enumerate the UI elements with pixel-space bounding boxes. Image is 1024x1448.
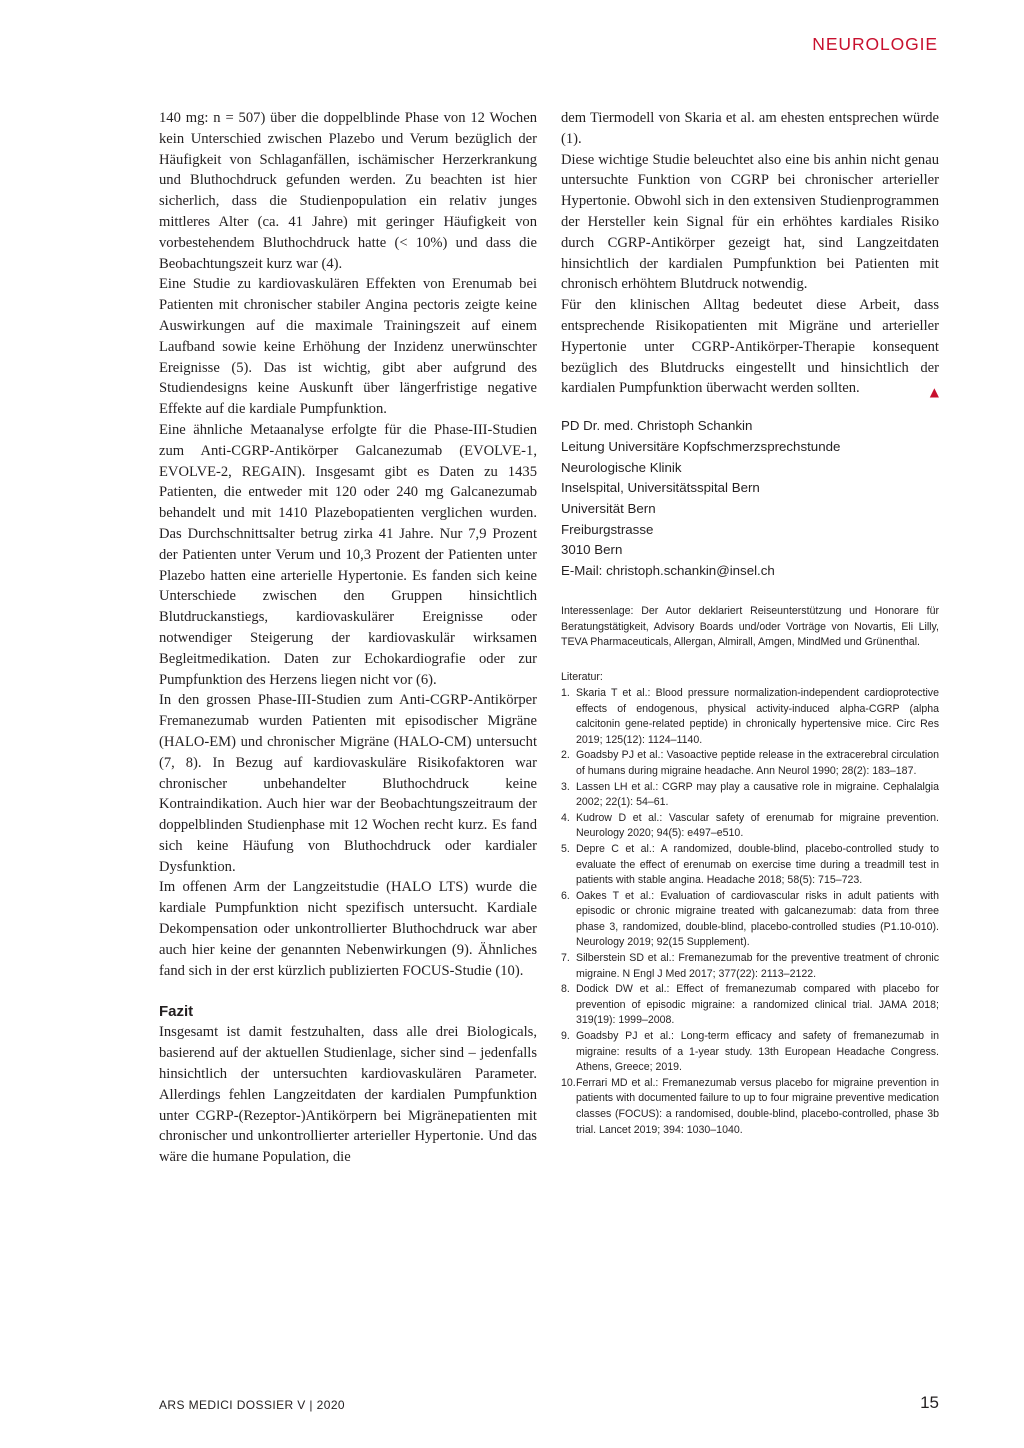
reference-item <box>561 889 939 951</box>
author-university: Universität Bern <box>561 500 656 516</box>
reference-number: 10. <box>561 1076 576 1089</box>
reference-text: Dodick DW et al.: Effect of fremanezumab compared with placebo for prevention of episodic migraine: a randomized clinical trial. JAMA 2018; 319(19): 1999–2008. <box>576 983 939 1027</box>
body-paragraph: dem Tiermodell von Skaria et al. am ehesten entsprechen würde (1). <box>561 110 939 147</box>
author-email: E-Mail: christoph.schankin@insel.ch <box>561 563 775 579</box>
reference-item <box>561 748 939 779</box>
fazit-paragraph: Insgesamt ist damit festzuhalten, dass alle drei Biologicals, basierend auf der aktuellen Studienlage, sicher sind – jedenfalls hinsichtlich der untersuchten kardiovaskulären Parameter. Allerdings fehlen Langzeitdaten der kardialen Pumpfunktion unter CGRP-(Rezeptor-)Antikörpern bei Migränepatienten mit chronischer und unkontrollierter arterieller Hypertonie. Und das wäre die humane Population, die <box>159 1024 537 1166</box>
end-of-article-triangle-icon: ▲ <box>929 385 939 400</box>
reference-text: Silberstein SD et al.: Fremanezumab for the preventive treatment of chronic migraine. N Engl J Med 2017; 377(22): 2113–2122. <box>576 952 939 980</box>
reference-item <box>561 686 939 748</box>
author-street: Freiburgstrasse <box>561 521 654 537</box>
reference-item <box>561 982 939 1029</box>
right-column <box>561 108 939 1138</box>
closing-text: Für den klinischen Alltag bedeutet diese Arbeit, dass entsprechende Risikopatienten mit Migräne und arterieller Hypertonie unter CGRP-Antikörper-Therapie konsequent bezüglich des Blutdrucks eingestellt und hinsichtlich der kardialen Pumpfunktion überwacht werden sollten. <box>561 297 939 397</box>
left-column <box>159 108 537 1168</box>
reference-text: Kudrow D et al.: Vascular safety of erenumab for migraine prevention. Neurology 2020; 94(5): e497–e510. <box>576 811 939 840</box>
literature-heading: Literatur: <box>561 671 603 684</box>
reference-text: Oakes T et al.: Evaluation of cardiovascular risks in adult patients with episodic or chronic migraine treated with galcanezumab: data from three phase 3, randomized, double-blind, placebo-controlled studies (P1.10-010). Neurology 2019; 92(15 Supplement). <box>576 889 939 949</box>
body-paragraph: Diese wichtige Studie beleuchtet also eine bis anhin nicht genau untersuchte Funktion von CGRP bei chronischer arterieller Hypertonie. Obwohl sich in den extensiven Studienprogrammen der Hersteller kein Signal für ein erhöhtes kardiales Risiko durch CGRP-Antikörper gezeigt hat, sind Langzeitdaten hinsichtlich der kardialen Pumpfunktion bei Patienten mit chronisch erhöhtem Blutdruck notwendig. <box>561 151 939 293</box>
reference-number: 4. <box>561 811 570 824</box>
reference-number: 5. <box>561 842 570 855</box>
body-paragraph: Eine Studie zu kardiovaskulären Effekten von Erenumab bei Patienten mit chronischer stabiler Angina pectoris zeigte keine Auswirkungen auf die maximale Trainingszeit auf einem Laufband sowie keine Erhöhung der Inzidenz unerwünschter Ereignisse (5). Das ist wichtig, gibt aber aufgrund des Studiendesigns keine Auskunft über längerfristige negative Effekte auf die kardiale Pumpfunktion. <box>159 276 537 418</box>
conflict-of-interest: Interessenlage: Der Autor deklariert Reiseunterstützung und Honorare für Beratungstätigkeit, Advisory Boards und/oder Vorträge von Novartis, Eli Lilly, TEVA Pharmaceuticals, Allergan, Almirall, Amgen, MindMed und Grünenthal. <box>561 604 939 649</box>
body-paragraph <box>561 295 939 399</box>
reference-number: 6. <box>561 889 570 902</box>
body-paragraph: 140 mg: n = 507) über die doppelblinde Phase von 12 Wochen kein Unterschied zwischen Plazebo und Verum bezüglich der Häufigkeit von Schlaganfällen, ischämischer Herzerkrankung und Bluthochdruck gefunden werden. Zu beachten ist hier sicherlich, dass die Studienpopulation ein relativ junges mittleres Alter (ca. 41 Jahre) mit geringer Häufigkeit von vorbestehendem Bluthochdruck hatte (< 10%) und dass die Beobachtungszeit kurz war (4). <box>159 110 537 272</box>
body-paragraph: Eine ähnliche Metaanalyse erfolgte für die Phase-III-Studien zum Anti-CGRP-Antikörper Galcanezumab (EVOLVE-1, EVOLVE-2, REGAIN). Insgesamt gibt es Daten zu 1435 Patienten, die entweder mit 120 oder 240 mg Galcanezumab behandelt und mit 1410 Plazebopatienten verglichen wurden. Das Durchschnittsalter betrug zirka 41 Jahre. Nur 7,9 Prozent der Patienten unter Verum und 10,3 Prozent der Patienten unter Plazebo hatten eine arterielle Hypertonie. Es fanden sich keine Unterschiede zwischen den Gruppen hinsichtlich Blutdruckanstiegs, kardiovaskulärer Ereignisse oder notwendiger Steigerung der kardiovaskulär wirksamen Begleitmedikation. Daten zur Echokardiografie oder zur Pumpfunktion des Herzens liegen nicht vor (6). <box>159 421 537 688</box>
author-clinic: Neurologische Klinik <box>561 459 682 475</box>
section-header: NEUROLOGIE <box>812 34 938 54</box>
reference-number: 7. <box>561 952 570 965</box>
reference-text: Lassen LH et al.: CGRP may play a causative role in migraine. Cephalalgia 2002; 22(1): 54–61. <box>576 780 939 809</box>
reference-number: 3. <box>561 780 570 793</box>
reference-text: Ferrari MD et al.: Fremanezumab versus placebo for migraine prevention in patients with documented failure to up to four migraine preventive medication classes (FOCUS): a randomised, double-blind, placebo-controlled, phase 3b trial. Lancet 2019; 394: 1030–1040. <box>576 1076 939 1136</box>
reference-number: 1. <box>561 686 570 699</box>
reference-item <box>561 811 939 842</box>
page-number: 15 <box>920 1393 939 1412</box>
journal-footer: ARS MEDICI DOSSIER V | 2020 <box>159 1398 345 1412</box>
author-city: 3010 Bern <box>561 542 623 558</box>
reference-number: 8. <box>561 983 570 996</box>
reference-text: Goadsby PJ et al.: Vasoactive peptide release in the extracerebral circulation of humans during migraine headache. Ann Neurol 1990; 28(2): 183–187. <box>576 749 939 777</box>
fazit-heading: Fazit <box>159 1003 194 1021</box>
reference-number: 2. <box>561 749 570 762</box>
reference-item <box>561 1029 939 1076</box>
author-name: PD Dr. med. Christoph Schankin <box>561 418 753 434</box>
author-address <box>561 416 939 582</box>
author-hospital: Inselspital, Universitätsspital Bern <box>561 480 760 496</box>
reference-item <box>561 1076 939 1138</box>
reference-text: Depre C et al.: A randomized, double-blind, placebo-controlled study to evaluate the effect of erenumab on exercise time during a treadmill test in patients with stable angina. Headache 2018; 58(5): 715–723. <box>576 842 939 887</box>
reference-number: 9. <box>561 1030 570 1043</box>
body-paragraph: Im offenen Arm der Langzeitstudie (HALO LTS) wurde die kardiale Pumpfunktion nicht spezifisch untersucht. Kardiale Dekompensation oder unkontrollierter Bluthochdruck war aber auch hier keine der genannten Nebenwirkungen (9). Ähnliches fand sich in der erst kürzlich publizierten FOCUS-Studie (10). <box>159 879 537 979</box>
author-position: Leitung Universitäre Kopfschmerzsprechstunde <box>561 438 841 454</box>
body-paragraph: In den grossen Phase-III-Studien zum Anti-CGRP-Antikörper Fremanezumab wurden Patienten mit episodischer Migräne (HALO-EM) und chronischer Migräne (HALO-CM) untersucht (7, 8). In Bezug auf kardiovaskuläre Risikofaktoren war chronischer unbehandelter Bluthochdruck keine Kontraindikation. Auch hier war der Beobachtungszeitraum der doppelblinden Studienphase mit 12 Wochen recht kurz. Es fand sich keine Häufung von Bluthochdruck oder kardialer Dysfunktion. <box>159 692 537 875</box>
reference-list <box>561 686 939 1138</box>
reference-item <box>561 842 939 889</box>
reference-text: Goadsby PJ et al.: Long-term efficacy and safety of fremanezumab in migraine: results of a 1-year study. 13th European Headache Congress. Athens, Greece; 2019. <box>576 1030 939 1074</box>
reference-item <box>561 780 939 811</box>
reference-text: Skaria T et al.: Blood pressure normalization-independent cardioprotective effects of endogenous, physical activity-induced alpha-CGRP (alpha calcitonin gene-related peptide) in chronically hypertensive mice. Circ Res 2019; 125(12): 1124–1140. <box>576 686 939 746</box>
reference-item <box>561 951 939 982</box>
